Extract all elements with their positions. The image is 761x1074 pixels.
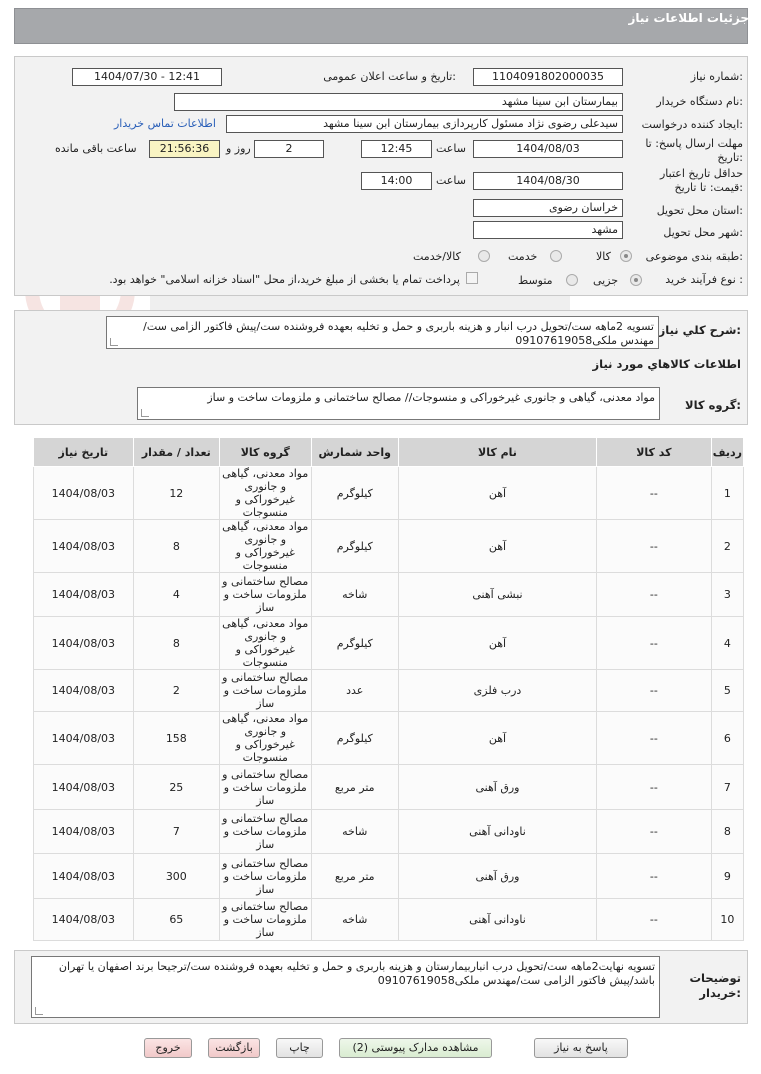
goods-group-label: گروه کالا:	[685, 398, 741, 412]
row-number-cell: 9	[711, 854, 743, 899]
treasury-payment-note: پرداخت تمام یا بخشی از مبلغ خرید،از محل "اسناد خزانه اسلامی" خواهد بود.	[109, 273, 460, 286]
category-option-goods: کالا	[596, 250, 611, 263]
need-date-cell: 1404/08/03	[34, 712, 134, 765]
item-name-cell: ناودانی آهنی	[399, 899, 597, 941]
buyer-org-label: نام دستگاه خریدار:	[656, 95, 743, 108]
table-row	[34, 765, 744, 810]
item-code-cell: --	[596, 617, 711, 670]
need-date-cell: 1404/08/03	[34, 854, 134, 899]
row-number-cell: 6	[711, 712, 743, 765]
item-code-cell: --	[596, 899, 711, 941]
item-group-cell: مواد معدنی، گیاهی و جانوری غیرخوراکی و منسوجات	[219, 617, 311, 670]
table-row	[34, 573, 744, 617]
price-validity-time-label: ساعت	[436, 174, 466, 187]
announce-datetime-label: تاریخ و ساعت اعلان عمومی:	[323, 70, 456, 83]
back-button[interactable]: بازگشت	[208, 1038, 260, 1058]
table-row	[34, 467, 744, 520]
reply-deadline-date: 1404/08/03	[473, 140, 623, 158]
item-code-cell: --	[596, 854, 711, 899]
quantity-cell: 300	[133, 854, 219, 899]
item-name-cell: آهن	[399, 520, 597, 573]
item-name-cell: آهن	[399, 467, 597, 520]
city-field: مشهد	[473, 221, 623, 239]
unit-cell: شاخه	[311, 573, 398, 617]
quantity-cell: 8	[133, 520, 219, 573]
unit-cell: کیلوگرم	[311, 617, 398, 670]
unit-cell: کیلوگرم	[311, 712, 398, 765]
item-group-cell: مواد معدنی، گیاهی و جانوری غیرخوراکی و منسوجات	[219, 712, 311, 765]
treasury-payment-checkbox[interactable]	[466, 272, 478, 284]
general-desc-text: تسویه 2ماهه ست/تحویل درب انبار و هزینه باربری و حمل و تخلیه بعهده فروشنده ست/پیش فاکتور الزامی ست/مهندس ملکی09107619058	[143, 320, 654, 347]
buyer-org-field: بیمارستان ابن سینا مشهد	[174, 93, 623, 111]
col-header-item-name: نام کالا	[399, 438, 597, 467]
item-code-cell: --	[596, 810, 711, 854]
buyer-notes-label: توضیحات خریدار:	[689, 971, 741, 1000]
row-number-cell: 1	[711, 467, 743, 520]
quantity-cell: 12	[133, 467, 219, 520]
resize-handle[interactable]	[141, 409, 149, 417]
price-validity-time: 14:00	[361, 172, 432, 190]
unit-cell: متر مربع	[311, 854, 398, 899]
remaining-time-field: 21:56:36	[149, 140, 220, 158]
category-option-service: خدمت	[508, 250, 538, 263]
item-name-cell: آهن	[399, 712, 597, 765]
item-code-cell: --	[596, 467, 711, 520]
item-group-cell: مواد معدنی، گیاهی و جانوری غیرخوراکی و منسوجات	[219, 520, 311, 573]
need-number-label: شماره نیاز:	[690, 70, 743, 83]
table-row	[34, 810, 744, 854]
item-name-cell: ورق آهنی	[399, 765, 597, 810]
need-date-cell: 1404/08/03	[34, 467, 134, 520]
resize-handle[interactable]	[35, 1007, 43, 1015]
item-group-cell: مواد معدنی، گیاهی و جانوری غیرخوراکی و منسوجات	[219, 467, 311, 520]
city-label: شهر محل تحویل:	[663, 226, 743, 239]
buyer-notes-text: تسویه نهایت2ماهه ست/تحویل درب انباربیمارستان و هزینه باربری و حمل و تخلیه بعهده فروشنده ست/ترجیحا برند اصفهان یا تهران باشد/پیش فاکتور الزامی ست/مهندس ملکی09107619058	[58, 960, 655, 987]
process-radio-minor[interactable]	[630, 274, 642, 286]
table-header-row	[34, 438, 744, 467]
quantity-cell: 25	[133, 765, 219, 810]
general-desc-textarea[interactable]	[106, 316, 659, 349]
table-row	[34, 712, 744, 765]
row-number-cell: 2	[711, 520, 743, 573]
row-number-cell: 3	[711, 573, 743, 617]
item-name-cell: نبشی آهنی	[399, 573, 597, 617]
days-and-label: روز و	[226, 142, 251, 155]
need-date-cell: 1404/08/03	[34, 573, 134, 617]
item-group-cell: مصالح ساختمانی و ملزومات ساخت و ساز	[219, 765, 311, 810]
item-name-cell: ورق آهنی	[399, 854, 597, 899]
process-option-minor: جزیی	[593, 274, 619, 287]
item-name-cell: درب فلزی	[399, 670, 597, 712]
view-attachments-button[interactable]: مشاهده مدارک پیوستی (2)	[339, 1038, 492, 1058]
unit-cell: شاخه	[311, 899, 398, 941]
table-row	[34, 520, 744, 573]
need-date-cell: 1404/08/03	[34, 670, 134, 712]
general-desc-label: شرح کلي نياز:	[658, 323, 741, 337]
col-header-need-date: تاریخ نیاز	[34, 438, 134, 467]
process-type-label: نوع فرآیند خرید :	[665, 273, 743, 286]
col-header-unit: واحد شمارش	[311, 438, 398, 467]
quantity-cell: 7	[133, 810, 219, 854]
row-number-cell: 4	[711, 617, 743, 670]
row-number-cell: 5	[711, 670, 743, 712]
process-option-medium: متوسط	[518, 274, 553, 287]
row-number-cell: 7	[711, 765, 743, 810]
item-group-cell: مصالح ساختمانی و ملزومات ساخت و ساز	[219, 670, 311, 712]
remaining-time-label: ساعت باقی مانده	[55, 142, 137, 155]
print-button[interactable]: چاپ	[276, 1038, 323, 1058]
table-row	[34, 899, 744, 941]
quantity-cell: 65	[133, 899, 219, 941]
category-radio-goods-service[interactable]	[478, 250, 490, 262]
table-row	[34, 617, 744, 670]
province-field: خراسان رضوی	[473, 199, 623, 217]
need-date-cell: 1404/08/03	[34, 765, 134, 810]
creator-label: ایجاد کننده درخواست:	[641, 118, 743, 131]
table-row	[34, 670, 744, 712]
quantity-cell: 4	[133, 573, 219, 617]
quantity-cell: 2	[133, 670, 219, 712]
unit-cell: عدد	[311, 670, 398, 712]
announce-datetime-field: 1404/07/30 - 12:41	[72, 68, 222, 86]
row-number-cell: 8	[711, 810, 743, 854]
buyer-notes-textarea[interactable]	[31, 956, 660, 1018]
table-row	[34, 854, 744, 899]
need-date-cell: 1404/08/03	[34, 617, 134, 670]
item-group-cell: مصالح ساختمانی و ملزومات ساخت و ساز	[219, 573, 311, 617]
unit-cell: کیلوگرم	[311, 467, 398, 520]
col-header-row-number: ردیف	[711, 438, 743, 467]
reply-to-need-button[interactable]: پاسخ به نیاز	[534, 1038, 628, 1058]
category-radio-service[interactable]	[550, 250, 562, 262]
quantity-cell: 8	[133, 617, 219, 670]
item-code-cell: --	[596, 670, 711, 712]
unit-cell: شاخه	[311, 810, 398, 854]
quantity-cell: 158	[133, 712, 219, 765]
goods-table	[33, 437, 744, 941]
col-header-item-group: گروه کالا	[219, 438, 311, 467]
item-group-cell: مصالح ساختمانی و ملزومات ساخت و ساز	[219, 810, 311, 854]
need-number-field: 1104091802000035	[473, 68, 623, 86]
item-code-cell: --	[596, 520, 711, 573]
goods-group-textarea[interactable]	[137, 387, 660, 420]
goods-section-title: اطلاعات کالاهاي مورد نياز	[592, 357, 741, 371]
unit-cell: متر مربع	[311, 765, 398, 810]
buyer-contact-link[interactable]: اطلاعات تماس خریدار	[114, 117, 216, 130]
exit-button[interactable]: خروج	[144, 1038, 192, 1058]
category-option-goods-service: کالا/خدمت	[413, 250, 461, 263]
item-name-cell: آهن	[399, 617, 597, 670]
price-validity-label: حداقل تاریخ اعتبار قیمت: تا تاریخ:	[659, 167, 743, 194]
item-group-cell: مصالح ساختمانی و ملزومات ساخت و ساز	[219, 854, 311, 899]
item-code-cell: --	[596, 712, 711, 765]
col-header-quantity: تعداد / مقدار	[133, 438, 219, 467]
resize-handle[interactable]	[110, 338, 118, 346]
need-date-cell: 1404/08/03	[34, 899, 134, 941]
goods-group-text: مواد معدنی، گیاهی و جانوری غیرخوراکی و منسوجات// مصالح ساختمانی و ملزومات ساخت و ساز	[207, 391, 655, 404]
category-label: طبقه بندی موضوعی:	[645, 250, 743, 263]
item-group-cell: مصالح ساختمانی و ملزومات ساخت و ساز	[219, 899, 311, 941]
unit-cell: کیلوگرم	[311, 520, 398, 573]
creator-field: سیدعلی رضوی نژاد مسئول کارپردازی بیمارستان ابن سینا مشهد	[226, 115, 623, 133]
item-name-cell: ناودانی آهنی	[399, 810, 597, 854]
category-radio-goods[interactable]	[620, 250, 632, 262]
row-number-cell: 10	[711, 899, 743, 941]
price-validity-date: 1404/08/30	[473, 172, 623, 190]
item-code-cell: --	[596, 573, 711, 617]
process-radio-medium[interactable]	[566, 274, 578, 286]
page-title: جزئیات اطلاعات نیاز	[628, 11, 749, 25]
province-label: استان محل تحویل:	[656, 204, 743, 217]
reply-days-remaining: 2	[254, 140, 324, 158]
need-date-cell: 1404/08/03	[34, 520, 134, 573]
need-date-cell: 1404/08/03	[34, 810, 134, 854]
col-header-item-code: کد کالا	[596, 438, 711, 467]
reply-deadline-time: 12:45	[361, 140, 432, 158]
reply-deadline-label: مهلت ارسال پاسخ: تا تاریخ:	[645, 137, 743, 164]
item-code-cell: --	[596, 765, 711, 810]
reply-time-label: ساعت	[436, 142, 466, 155]
